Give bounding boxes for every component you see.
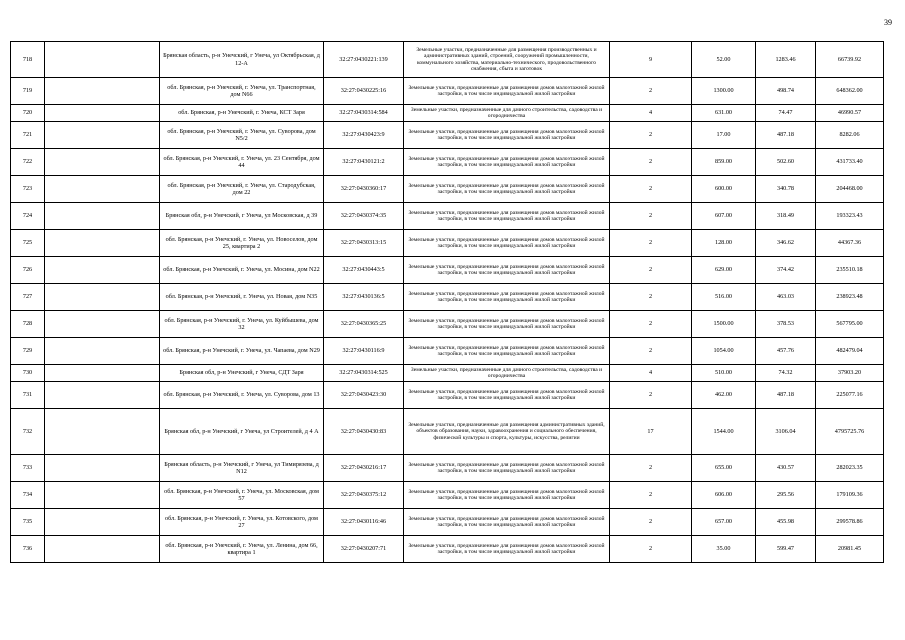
table-row (11, 409, 884, 455)
category-code-cell: 2 (610, 311, 692, 338)
category-code-cell: 2 (610, 536, 692, 563)
cadastral-number-cell: 32:27:0430121:2 (324, 149, 404, 176)
row-number-cell: 718 (11, 42, 45, 78)
address-cell: обл. Брянская, р-н Унечский, г. Унеча, ул. Ленина, дом 66, квартира 1 (160, 536, 324, 563)
blank-cell (45, 105, 160, 122)
area-cell: 1500.00 (692, 311, 756, 338)
specific-value-cell: 378.53 (756, 311, 816, 338)
cadastral-value-cell: 282023.35 (816, 455, 884, 482)
row-number-cell: 728 (11, 311, 45, 338)
cadastral-value-cell: 46990.57 (816, 105, 884, 122)
category-code-cell: 2 (610, 122, 692, 149)
area-cell: 607.00 (692, 203, 756, 230)
area-cell: 462.00 (692, 382, 756, 409)
category-code-cell: 2 (610, 149, 692, 176)
category-code-cell: 2 (610, 230, 692, 257)
address-cell: обл. Брянская, р-н Унечский, г. Унеча, ул. Суворова, дом 13 (160, 382, 324, 409)
land-use-purpose-cell: Земельные участки, предназначенные для размещения домов малоэтажной жилой застройки, в том числе индивидуальной жилой застройки (404, 284, 610, 311)
address-cell: обл. Брянская, р-н Унечский, г. Унеча, ул. Котовского, дом 27 (160, 509, 324, 536)
category-code-cell: 2 (610, 176, 692, 203)
blank-cell (45, 230, 160, 257)
cadastral-value-cell: 204468.00 (816, 176, 884, 203)
land-use-purpose-cell: Земельные участки, предназначенные для размещения домов малоэтажной жилой застройки, в том числе индивидуальной жилой застройки (404, 78, 610, 105)
cadastral-value-cell: 299578.86 (816, 509, 884, 536)
area-cell: 655.00 (692, 455, 756, 482)
land-use-purpose-cell: Земельные участки, предназначенные для размещения домов малоэтажной жилой застройки, в том числе индивидуальной жилой застройки (404, 536, 610, 563)
table-row (11, 536, 884, 563)
specific-value-cell: 498.74 (756, 78, 816, 105)
specific-value-cell: 346.62 (756, 230, 816, 257)
table-row (11, 78, 884, 105)
table-row (11, 230, 884, 257)
specific-value-cell: 455.98 (756, 509, 816, 536)
area-cell: 657.00 (692, 509, 756, 536)
category-code-cell: 2 (610, 382, 692, 409)
cadastral-number-cell: 32:27:0430225:16 (324, 78, 404, 105)
cadastral-number-cell: 32:27:0430375:12 (324, 482, 404, 509)
cadastral-value-cell: 648362.00 (816, 78, 884, 105)
cadastral-number-cell: 32:27:0430365:25 (324, 311, 404, 338)
area-cell: 1544.00 (692, 409, 756, 455)
land-use-purpose-cell: Земельные участки, предназначенные для размещения домов малоэтажной жилой застройки, в том числе индивидуальной жилой застройки (404, 230, 610, 257)
row-number-cell: 720 (11, 105, 45, 122)
table-row (11, 482, 884, 509)
address-cell: Брянская обл, р-н Унечский, г Унеча, СДТ Заря (160, 365, 324, 382)
cadastral-number-cell: 32:27:0430314:584 (324, 105, 404, 122)
area-cell: 510.00 (692, 365, 756, 382)
specific-value-cell: 487.18 (756, 382, 816, 409)
land-use-purpose-cell: Земельные участки, предназначенные для размещения домов малоэтажной жилой застройки, в том числе индивидуальной жилой застройки (404, 257, 610, 284)
land-use-purpose-cell: Земельные участки, предназначенные для размещения домов малоэтажной жилой застройки, в том числе индивидуальной жилой застройки (404, 176, 610, 203)
land-use-purpose-cell: Земельные участки, предназначенные для дачного строительства, садоводства и огородничества (404, 105, 610, 122)
table-row (11, 122, 884, 149)
area-cell: 52.00 (692, 42, 756, 78)
blank-cell (45, 482, 160, 509)
row-number-cell: 729 (11, 338, 45, 365)
blank-cell (45, 455, 160, 482)
area-cell: 606.00 (692, 482, 756, 509)
category-code-cell: 2 (610, 257, 692, 284)
land-use-purpose-cell: Земельные участки, предназначенные для размещения домов малоэтажной жилой застройки, в том числе индивидуальной жилой застройки (404, 382, 610, 409)
category-code-cell: 2 (610, 203, 692, 230)
cadastral-number-cell: 32:27:0430443:5 (324, 257, 404, 284)
address-cell: обл. Брянская, р-н Унечский, г. Унеча, КСТ Заря (160, 105, 324, 122)
row-number-cell: 735 (11, 509, 45, 536)
area-cell: 631.00 (692, 105, 756, 122)
row-number-cell: 733 (11, 455, 45, 482)
specific-value-cell: 599.47 (756, 536, 816, 563)
area-cell: 1054.00 (692, 338, 756, 365)
specific-value-cell: 74.32 (756, 365, 816, 382)
cadastral-number-cell: 32:27:0430136:5 (324, 284, 404, 311)
cadastral-value-table (10, 41, 884, 563)
row-number-cell: 734 (11, 482, 45, 509)
cadastral-number-cell: 32:27:0430116:9 (324, 338, 404, 365)
category-code-cell: 2 (610, 78, 692, 105)
cadastral-value-cell: 20981.45 (816, 536, 884, 563)
cadastral-number-cell: 32:27:0430221:139 (324, 42, 404, 78)
specific-value-cell: 457.76 (756, 338, 816, 365)
cadastral-value-cell: 431733.40 (816, 149, 884, 176)
cadastral-number-cell: 32:27:0430207:71 (324, 536, 404, 563)
category-code-cell: 2 (610, 338, 692, 365)
address-cell: обл. Брянская, р-н Унечский, г. Унеча, ул. Стародубская, дом 22 (160, 176, 324, 203)
area-cell: 35.00 (692, 536, 756, 563)
category-code-cell: 2 (610, 455, 692, 482)
cadastral-number-cell: 32:27:0430314:525 (324, 365, 404, 382)
address-cell: обл. Брянская, р-н Унечский, г. Унеча, ул. Куйбышева, дом 32 (160, 311, 324, 338)
table-row (11, 365, 884, 382)
land-use-purpose-cell: Земельные участки, предназначенные для размещения домов малоэтажной жилой застройки, в том числе индивидуальной жилой застройки (404, 482, 610, 509)
specific-value-cell: 3106.04 (756, 409, 816, 455)
blank-cell (45, 149, 160, 176)
land-use-purpose-cell: Земельные участки, предназначенные для размещения домов малоэтажной жилой застройки, в том числе индивидуальной жилой застройки (404, 311, 610, 338)
address-cell: обл. Брянская, р-н Унечский, г. Унеча, ул. Суворова, дом N5/2 (160, 122, 324, 149)
cadastral-number-cell: 32:27:0430423:9 (324, 122, 404, 149)
cadastral-number-cell: 32:27:0430374:35 (324, 203, 404, 230)
table-row (11, 149, 884, 176)
specific-value-cell: 502.60 (756, 149, 816, 176)
address-cell: Брянская обл, р-н Унечский, г Унеча, ул Московская, д 39 (160, 203, 324, 230)
area-cell: 128.00 (692, 230, 756, 257)
row-number-cell: 727 (11, 284, 45, 311)
specific-value-cell: 463.03 (756, 284, 816, 311)
table-row (11, 105, 884, 122)
specific-value-cell: 374.42 (756, 257, 816, 284)
table-row (11, 203, 884, 230)
land-use-purpose-cell: Земельные участки, предназначенные для дачного строительства, садоводства и огородничества (404, 365, 610, 382)
land-use-purpose-cell: Земельные участки, предназначенные для размещения производственных и административных зданий, строений, сооружений промышленности, коммунального хозяйства, материально-технического, продовольственного снабжения, сбыта и заготовок (404, 42, 610, 78)
area-cell: 516.00 (692, 284, 756, 311)
address-cell: обл. Брянская, р-н Унечский, г. Унеча, ул. Мосина, дом N22 (160, 257, 324, 284)
table-row (11, 284, 884, 311)
cadastral-number-cell: 32:27:0430313:15 (324, 230, 404, 257)
cadastral-value-cell: 179109.36 (816, 482, 884, 509)
row-number-cell: 730 (11, 365, 45, 382)
cadastral-value-cell: 238923.48 (816, 284, 884, 311)
specific-value-cell: 487.18 (756, 122, 816, 149)
cadastral-value-cell: 8282.06 (816, 122, 884, 149)
land-use-purpose-cell: Земельные участки, предназначенные для размещения домов малоэтажной жилой застройки, в том числе индивидуальной жилой застройки (404, 203, 610, 230)
table-row (11, 311, 884, 338)
row-number-cell: 731 (11, 382, 45, 409)
cadastral-value-cell: 44367.36 (816, 230, 884, 257)
cadastral-value-cell: 567795.00 (816, 311, 884, 338)
category-code-cell: 4 (610, 105, 692, 122)
address-cell: Брянская область, р-н Унечский, г Унеча, ул Октябрьская, д 12-А (160, 42, 324, 78)
blank-cell (45, 311, 160, 338)
blank-cell (45, 338, 160, 365)
land-use-purpose-cell: Земельные участки, предназначенные для размещения домов малоэтажной жилой застройки, в том числе индивидуальной жилой застройки (404, 509, 610, 536)
specific-value-cell: 340.78 (756, 176, 816, 203)
land-use-purpose-cell: Земельные участки, предназначенные для размещения административных зданий, объектов образования, науки, здравоохранения и социального обеспечения, физической культуры и спорта, культуры, искусства, религии (404, 409, 610, 455)
cadastral-number-cell: 32:27:0430216:17 (324, 455, 404, 482)
area-cell: 629.00 (692, 257, 756, 284)
blank-cell (45, 536, 160, 563)
category-code-cell: 2 (610, 284, 692, 311)
blank-cell (45, 203, 160, 230)
cadastral-value-cell: 193323.43 (816, 203, 884, 230)
address-cell: обл. Брянская, р-н Унечский, г. Унеча, ул. Новоселов, дом 25, квартира 2 (160, 230, 324, 257)
area-cell: 600.00 (692, 176, 756, 203)
table-row (11, 455, 884, 482)
row-number-cell: 719 (11, 78, 45, 105)
blank-cell (45, 257, 160, 284)
area-cell: 859.00 (692, 149, 756, 176)
address-cell: обл. Брянская, р-н Унечский, г. Унеча, ул. Чапаева, дом N29 (160, 338, 324, 365)
land-use-purpose-cell: Земельные участки, предназначенные для размещения домов малоэтажной жилой застройки, в том числе индивидуальной жилой застройки (404, 338, 610, 365)
cadastral-value-cell: 66739.92 (816, 42, 884, 78)
blank-cell (45, 409, 160, 455)
cadastral-value-cell: 4795725.76 (816, 409, 884, 455)
cadastral-number-cell: 32:27:0430116:46 (324, 509, 404, 536)
specific-value-cell: 1283.46 (756, 42, 816, 78)
table-row (11, 382, 884, 409)
cadastral-number-cell: 32:27:0430430:83 (324, 409, 404, 455)
category-code-cell: 9 (610, 42, 692, 78)
specific-value-cell: 74.47 (756, 105, 816, 122)
blank-cell (45, 365, 160, 382)
specific-value-cell: 295.56 (756, 482, 816, 509)
table-row (11, 257, 884, 284)
blank-cell (45, 509, 160, 536)
table-row (11, 42, 884, 78)
table-row (11, 509, 884, 536)
cadastral-number-cell: 32:27:0430360:17 (324, 176, 404, 203)
land-use-purpose-cell: Земельные участки, предназначенные для размещения домов малоэтажной жилой застройки, в том числе индивидуальной жилой застройки (404, 455, 610, 482)
row-number-cell: 725 (11, 230, 45, 257)
address-cell: Брянская обл, р-н Унечский, г Унеча, ул Строителей, д 4 А (160, 409, 324, 455)
area-cell: 17.00 (692, 122, 756, 149)
blank-cell (45, 284, 160, 311)
category-code-cell: 17 (610, 409, 692, 455)
row-number-cell: 736 (11, 536, 45, 563)
area-cell: 1300.00 (692, 78, 756, 105)
land-use-purpose-cell: Земельные участки, предназначенные для размещения домов малоэтажной жилой застройки, в том числе индивидуальной жилой застройки (404, 122, 610, 149)
row-number-cell: 724 (11, 203, 45, 230)
page-number: 39 (884, 18, 892, 27)
row-number-cell: 722 (11, 149, 45, 176)
category-code-cell: 2 (610, 482, 692, 509)
table-row (11, 338, 884, 365)
address-cell: обл. Брянская, р-н Унечский, г. Унеча, ул. 23 Сентября, дом 44 (160, 149, 324, 176)
table-row (11, 176, 884, 203)
cadastral-value-cell: 235510.18 (816, 257, 884, 284)
category-code-cell: 2 (610, 509, 692, 536)
address-cell: обл. Брянская, р-н Унечский, г. Унеча, ул. Новая, дом N35 (160, 284, 324, 311)
table-body (11, 42, 884, 563)
row-number-cell: 723 (11, 176, 45, 203)
blank-cell (45, 176, 160, 203)
specific-value-cell: 318.49 (756, 203, 816, 230)
category-code-cell: 4 (610, 365, 692, 382)
blank-cell (45, 42, 160, 78)
cadastral-value-cell: 482479.04 (816, 338, 884, 365)
cadastral-number-cell: 32:27:0430423:30 (324, 382, 404, 409)
cadastral-value-cell: 37903.20 (816, 365, 884, 382)
row-number-cell: 732 (11, 409, 45, 455)
address-cell: Брянская область, р-н Унечский, г Унеча, ул Тимирязева, д N12 (160, 455, 324, 482)
cadastral-value-cell: 225077.16 (816, 382, 884, 409)
blank-cell (45, 382, 160, 409)
row-number-cell: 726 (11, 257, 45, 284)
blank-cell (45, 122, 160, 149)
address-cell: обл. Брянская, р-н Унечский, г. Унеча, ул. Транспортная, дом N66 (160, 78, 324, 105)
address-cell: обл. Брянская, р-н Унечский, г. Унеча, ул. Московская, дом 57 (160, 482, 324, 509)
blank-cell (45, 78, 160, 105)
land-use-purpose-cell: Земельные участки, предназначенные для размещения домов малоэтажной жилой застройки, в том числе индивидуальной жилой застройки (404, 149, 610, 176)
row-number-cell: 721 (11, 122, 45, 149)
specific-value-cell: 430.57 (756, 455, 816, 482)
